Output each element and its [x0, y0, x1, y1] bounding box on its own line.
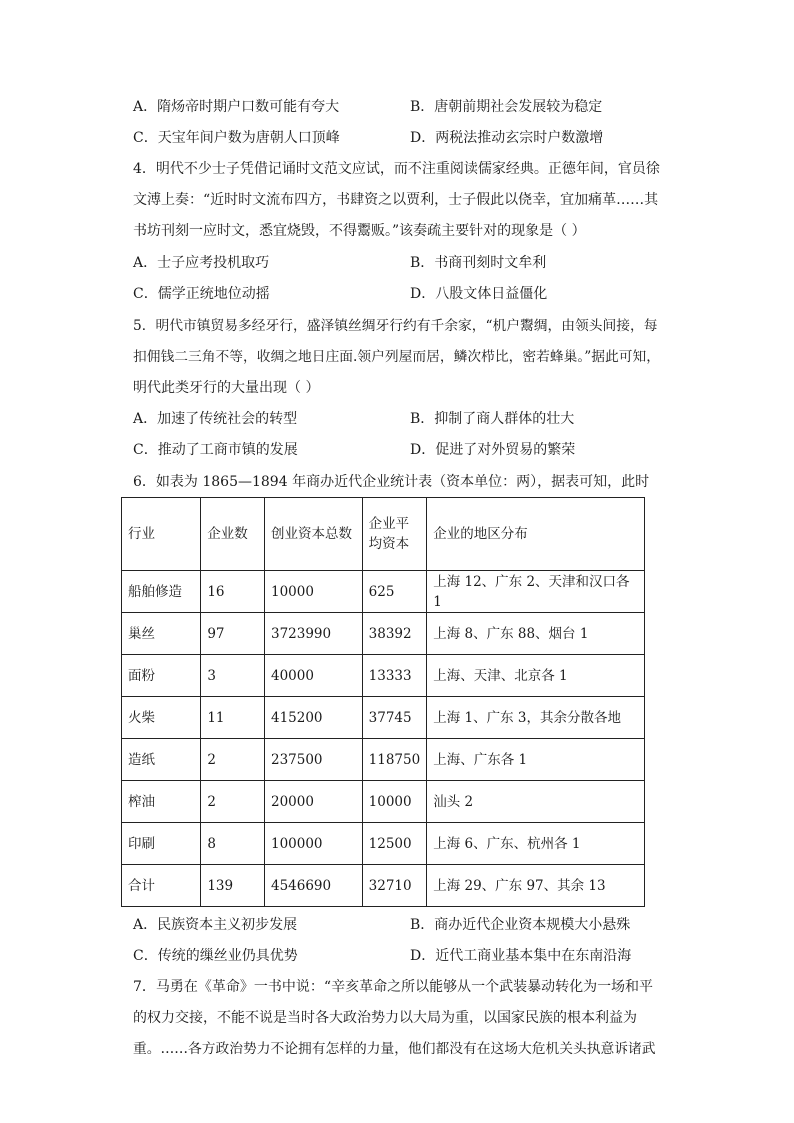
q7-stem-line-3: 重。……各方政治势力不论拥有怎样的力量，他们都没有在这场大危机关头执意诉诸武 [133, 1041, 656, 1057]
table-cell: 船舶修造 [122, 571, 201, 613]
q6-options-row-2 [133, 946, 663, 966]
table-cell: 上海 12、广东 2、天津和汉口各 1 [427, 571, 645, 613]
q3-option-c[interactable]: C．天宝年间户数为唐朝人口顶峰 [133, 130, 340, 146]
table-cell: 237500 [264, 739, 362, 781]
table-row [122, 655, 645, 697]
q3-option-a[interactable]: A．隋炀帝时期户口数可能有夸大 [133, 99, 340, 115]
q5-option-a[interactable]: A．加速了传统社会的转型 [133, 411, 298, 427]
table-cell: 上海、广东各 1 [427, 739, 645, 781]
table-cell: 415200 [264, 697, 362, 739]
table-row [122, 697, 645, 739]
table-cell: 13333 [362, 655, 427, 697]
table-cell: 3723990 [264, 613, 362, 655]
q4-option-b[interactable]: B．书商刊刻时文牟利 [410, 255, 547, 271]
table-row [122, 823, 645, 865]
q6-options-row-1 [133, 915, 663, 935]
table-cell: 面粉 [122, 655, 201, 697]
q5-stem-line-1: 5．明代市镇贸易多经牙行，盛泽镇丝绸牙行约有千余家，“机户鬻绸，由领头间接，每 [133, 318, 658, 334]
q3-options-row-1 [133, 97, 663, 117]
table-cell: 2 [201, 781, 265, 823]
table-row [122, 781, 645, 823]
q6-option-c[interactable]: C．传统的缫丝业仍具优势 [133, 948, 298, 964]
q6-option-b[interactable]: B．商办近代企业资本规模大小悬殊 [410, 917, 631, 933]
q4-options-row-2 [133, 284, 663, 304]
table-cell: 100000 [264, 823, 362, 865]
table-row [122, 739, 645, 781]
q4-option-d[interactable]: D．八股文体日益僵化 [410, 286, 548, 302]
q3-option-b[interactable]: B．唐朝前期社会发展较为稳定 [410, 99, 603, 115]
table-cell: 40000 [264, 655, 362, 697]
q4-stem-line-1: 4．明代不少士子凭借记诵时文范文应试，而不注重阅读儒家经典。正德年间，官员徐 [133, 161, 660, 177]
table-cell: 上海 8、广东 88、烟台 1 [427, 613, 645, 655]
table-header-cell: 行业 [122, 498, 201, 571]
q5-stem-line-2: 扣佣钱二三角不等，收绸之地日庄面.领户列屋而居，鳞次栉比，密若蜂巢。”据此可知， [133, 349, 661, 365]
q6-stem: 6．如表为 1865—1894 年商办近代企业统计表（资本单位：两），据表可知，此时 [133, 474, 650, 490]
q4-option-c[interactable]: C．儒学正统地位动摇 [133, 286, 270, 302]
q5-option-c[interactable]: C．推动了工商市镇的发展 [133, 442, 298, 458]
q5-option-b[interactable]: B．抑制了商人群体的壮大 [410, 411, 575, 427]
table-header-cell: 企业平均资本 [362, 498, 427, 571]
table-cell: 造纸 [122, 739, 201, 781]
table-cell: 3 [201, 655, 265, 697]
table-cell: 20000 [264, 781, 362, 823]
q4-stem-line-2: 文溥上奏：“近时时文流布四方，书肆资之以贾利，士子假此以侥幸，宜加痛革……其 [133, 192, 659, 208]
table-cell: 139 [201, 865, 265, 907]
table-cell: 火柴 [122, 697, 201, 739]
table-header-cell: 企业数 [201, 498, 265, 571]
table-header-row [122, 498, 645, 571]
table-cell: 巢丝 [122, 613, 201, 655]
table-cell: 37745 [362, 697, 427, 739]
q5-options-row-2 [133, 440, 663, 460]
table-row [122, 571, 645, 613]
table-cell: 118750 [362, 739, 427, 781]
table-header-cell: 企业的地区分布 [427, 498, 645, 571]
table-cell: 2 [201, 739, 265, 781]
table-cell: 38392 [362, 613, 427, 655]
q7-stem-line-1: 7．马勇在《革命》一书中说：“辛亥革命之所以能够从一个武装暴动转化为一场和平 [133, 979, 654, 995]
table-cell: 上海 29、广东 97、其余 13 [427, 865, 645, 907]
table-cell: 8 [201, 823, 265, 865]
enterprise-statistics-table [121, 497, 645, 907]
q5-options-row-1 [133, 409, 663, 429]
q5-option-d[interactable]: D．促进了对外贸易的繁荣 [410, 442, 576, 458]
table-cell: 上海 1、广东 3，其余分散各地 [427, 697, 645, 739]
table-cell: 榨油 [122, 781, 201, 823]
table-cell: 97 [201, 613, 265, 655]
q5-stem-line-3: 明代此类牙行的大量出现（ ） [133, 380, 320, 396]
table-cell: 上海 6、广东、杭州各 1 [427, 823, 645, 865]
table-cell: 印刷 [122, 823, 201, 865]
table-cell: 合计 [122, 865, 201, 907]
q3-options-row-2 [133, 128, 663, 148]
q4-options-row-1 [133, 253, 663, 273]
q4-option-a[interactable]: A．士子应考投机取巧 [133, 255, 270, 271]
table-cell: 汕头 2 [427, 781, 645, 823]
q3-option-d[interactable]: D．两税法推动玄宗时户数激增 [410, 130, 604, 146]
table-cell: 上海、天津、北京各 1 [427, 655, 645, 697]
table-cell: 12500 [362, 823, 427, 865]
q6-option-a[interactable]: A．民族资本主义初步发展 [133, 917, 298, 933]
table-cell: 4546690 [264, 865, 362, 907]
table-cell: 625 [362, 571, 427, 613]
table-row-total [122, 865, 645, 907]
table-row [122, 613, 645, 655]
table-cell: 10000 [264, 571, 362, 613]
q6-option-d[interactable]: D．近代工商业基本集中在东南沿海 [410, 948, 632, 964]
q4-stem-line-3: 书坊刊刻一应时文，悉宜烧毁，不得鬻贩。”该奏疏主要针对的现象是（ ） [133, 223, 586, 239]
table-cell: 32710 [362, 865, 427, 907]
table-header-cell: 创业资本总数 [264, 498, 362, 571]
q7-stem-line-2: 的权力交接，不能不说是当时各大政治势力以大局为重，以国家民族的根本利益为 [133, 1010, 637, 1026]
table-cell: 10000 [362, 781, 427, 823]
table-cell: 11 [201, 697, 265, 739]
table-cell: 16 [201, 571, 265, 613]
